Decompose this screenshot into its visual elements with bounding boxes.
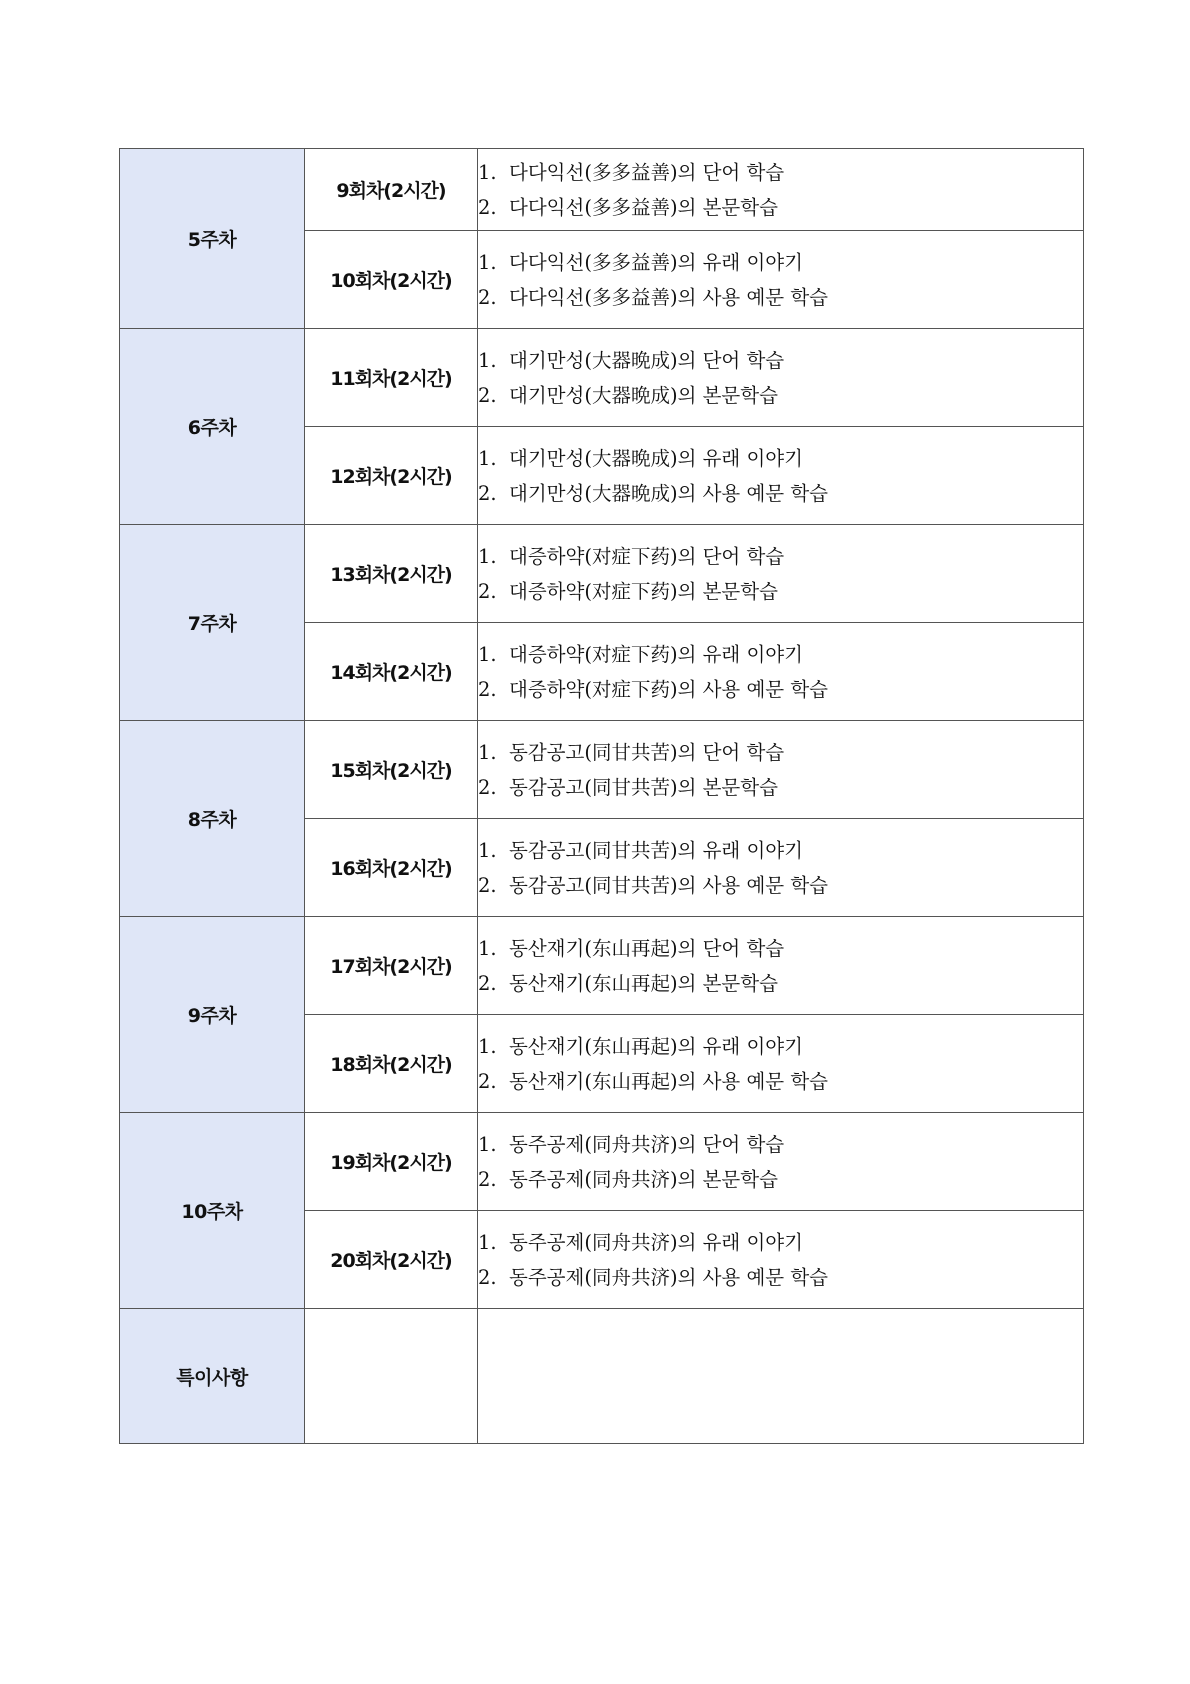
content-line <box>478 539 1083 574</box>
content-line-text: 동감공고(同甘共苦)의 단어 학습 <box>509 740 785 764</box>
session-row <box>120 1113 1084 1211</box>
session-label: 17회차(2시간) <box>305 917 478 1015</box>
content-line-number: 1. <box>478 936 497 960</box>
session-row <box>120 525 1084 623</box>
content-line-text: 동감공고(同甘共苦)의 본문학습 <box>509 775 778 799</box>
content-line-text: 다다익선(多多益善)의 본문학습 <box>509 195 778 219</box>
content-line-number: 1. <box>478 348 497 372</box>
content-line-text: 동주공제(同舟共济)의 단어 학습 <box>509 1132 785 1156</box>
content-line <box>478 343 1083 378</box>
week-label: 10주차 <box>120 1113 305 1309</box>
content-line-number: 2. <box>478 195 497 219</box>
content-line-number: 1. <box>478 1132 497 1156</box>
notes-session-cell <box>305 1309 478 1444</box>
content-line <box>478 280 1083 315</box>
content-line-text: 동주공제(同舟共济)의 사용 예문 학습 <box>509 1265 829 1289</box>
content-line-number: 2. <box>478 1069 497 1093</box>
content-line-number: 1. <box>478 1034 497 1058</box>
content-line <box>478 476 1083 511</box>
content-line-number: 2. <box>478 775 497 799</box>
session-content <box>478 1113 1084 1211</box>
content-line-number: 2. <box>478 481 497 505</box>
content-line-text: 대기만성(大器晩成)의 본문학습 <box>509 383 778 407</box>
content-line-number: 1. <box>478 1230 497 1254</box>
content-line-text: 동산재기(东山再起)의 사용 예문 학습 <box>509 1069 829 1093</box>
session-row <box>120 917 1084 1015</box>
content-line-text: 대증하약(对症下药)의 유래 이야기 <box>509 642 803 666</box>
content-line-number: 2. <box>478 1167 497 1191</box>
content-line <box>478 1260 1083 1295</box>
session-row <box>120 149 1084 231</box>
content-line <box>478 931 1083 966</box>
content-line-number: 2. <box>478 579 497 603</box>
session-content <box>478 525 1084 623</box>
content-line-number: 1. <box>478 446 497 470</box>
content-line-text: 대증하약(对症下药)의 사용 예문 학습 <box>509 677 829 701</box>
session-label: 11회차(2시간) <box>305 329 478 427</box>
week-label: 5주차 <box>120 149 305 329</box>
content-line <box>478 190 1083 225</box>
content-line-number: 1. <box>478 642 497 666</box>
session-label: 20회차(2시간) <box>305 1211 478 1309</box>
session-label: 16회차(2시간) <box>305 819 478 917</box>
content-line <box>478 770 1083 805</box>
week-label: 6주차 <box>120 329 305 525</box>
content-line <box>478 155 1083 190</box>
session-content <box>478 1015 1084 1113</box>
content-line <box>478 574 1083 609</box>
content-line-number: 2. <box>478 285 497 309</box>
content-line <box>478 1127 1083 1162</box>
content-line-number: 1. <box>478 250 497 274</box>
content-line-text: 대기만성(大器晩成)의 사용 예문 학습 <box>509 481 829 505</box>
content-line <box>478 441 1083 476</box>
curriculum-table <box>119 148 1084 1444</box>
content-line-text: 동주공제(同舟共济)의 본문학습 <box>509 1167 778 1191</box>
content-line <box>478 833 1083 868</box>
session-label: 15회차(2시간) <box>305 721 478 819</box>
session-content <box>478 329 1084 427</box>
content-line <box>478 966 1083 1001</box>
content-line <box>478 672 1083 707</box>
content-line-text: 다다익선(多多益善)의 단어 학습 <box>509 160 785 184</box>
content-line <box>478 735 1083 770</box>
content-line-number: 2. <box>478 677 497 701</box>
session-label: 18회차(2시간) <box>305 1015 478 1113</box>
content-line <box>478 245 1083 280</box>
session-content <box>478 427 1084 525</box>
content-line-text: 동감공고(同甘共苦)의 사용 예문 학습 <box>509 873 829 897</box>
session-content <box>478 917 1084 1015</box>
session-label: 14회차(2시간) <box>305 623 478 721</box>
session-content <box>478 623 1084 721</box>
session-content <box>478 1211 1084 1309</box>
session-label: 12회차(2시간) <box>305 427 478 525</box>
week-label: 7주차 <box>120 525 305 721</box>
week-label: 9주차 <box>120 917 305 1113</box>
content-line-text: 동산재기(东山再起)의 본문학습 <box>509 971 778 995</box>
content-line-text: 대증하약(对症下药)의 단어 학습 <box>509 544 785 568</box>
content-line <box>478 1029 1083 1064</box>
content-line-number: 2. <box>478 971 497 995</box>
content-line <box>478 868 1083 903</box>
week-label: 8주차 <box>120 721 305 917</box>
content-line-text: 동주공제(同舟共济)의 유래 이야기 <box>509 1230 803 1254</box>
content-line-text: 대기만성(大器晩成)의 유래 이야기 <box>509 446 803 470</box>
content-line-text: 동산재기(东山再起)의 유래 이야기 <box>509 1034 803 1058</box>
session-content <box>478 149 1084 231</box>
content-line <box>478 1162 1083 1197</box>
content-line-text: 다다익선(多多益善)의 사용 예문 학습 <box>509 285 829 309</box>
content-line-number: 2. <box>478 1265 497 1289</box>
session-label: 9회차(2시간) <box>305 149 478 231</box>
content-line-number: 1. <box>478 160 497 184</box>
session-row <box>120 329 1084 427</box>
content-line <box>478 378 1083 413</box>
content-line-text: 대기만성(大器晩成)의 단어 학습 <box>509 348 785 372</box>
content-line-text: 대증하약(对症下药)의 본문학습 <box>509 579 778 603</box>
content-line-number: 2. <box>478 383 497 407</box>
notes-content-cell <box>478 1309 1084 1444</box>
session-row <box>120 721 1084 819</box>
notes-label: 특이사항 <box>120 1309 305 1444</box>
content-line <box>478 1064 1083 1099</box>
session-label: 10회차(2시간) <box>305 231 478 329</box>
content-line-text: 동감공고(同甘共苦)의 유래 이야기 <box>509 838 803 862</box>
session-content <box>478 721 1084 819</box>
content-line-number: 1. <box>478 838 497 862</box>
session-label: 13회차(2시간) <box>305 525 478 623</box>
notes-row <box>120 1309 1084 1444</box>
content-line-text: 다다익선(多多益善)의 유래 이야기 <box>509 250 803 274</box>
content-line <box>478 1225 1083 1260</box>
session-label: 19회차(2시간) <box>305 1113 478 1211</box>
content-line-number: 2. <box>478 873 497 897</box>
curriculum-table-body <box>120 149 1084 1444</box>
content-line-number: 1. <box>478 544 497 568</box>
content-line-text: 동산재기(东山再起)의 단어 학습 <box>509 936 785 960</box>
content-line-number: 1. <box>478 740 497 764</box>
content-line <box>478 637 1083 672</box>
session-content <box>478 819 1084 917</box>
session-content <box>478 231 1084 329</box>
